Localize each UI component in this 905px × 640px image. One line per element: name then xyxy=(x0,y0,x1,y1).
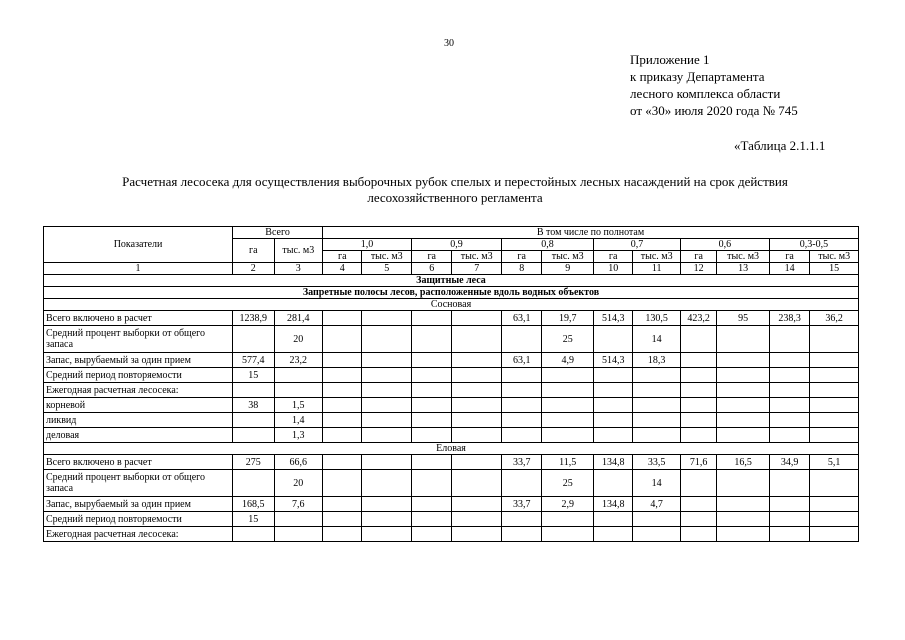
table-cell xyxy=(593,527,632,542)
table-cell: 95 xyxy=(717,311,770,326)
table-cell xyxy=(680,383,716,398)
table-cell xyxy=(593,326,632,353)
table-cell xyxy=(362,428,412,443)
table-cell: 33,7 xyxy=(501,455,541,470)
table-cell xyxy=(233,326,274,353)
table-cell xyxy=(680,398,716,413)
header-unit-ha: га xyxy=(680,251,716,263)
table-cell: 25 xyxy=(542,470,594,497)
row-label: Всего включено в расчет xyxy=(44,311,233,326)
table-row xyxy=(44,455,859,470)
table-cell: 19,7 xyxy=(542,311,594,326)
table-row xyxy=(44,413,859,428)
column-number: 11 xyxy=(633,263,681,275)
table-cell xyxy=(452,428,502,443)
table-cell xyxy=(769,383,809,398)
table-cell xyxy=(680,353,716,368)
table-cell xyxy=(810,413,859,428)
table-cell xyxy=(717,353,770,368)
table-cell: 71,6 xyxy=(680,455,716,470)
table-cell xyxy=(542,368,594,383)
section-protective-forests: Защитные леса xyxy=(44,275,859,287)
table-cell xyxy=(452,470,502,497)
table-cell xyxy=(412,326,452,353)
table-cell xyxy=(769,512,809,527)
header-unit-m3: тыс. м3 xyxy=(362,251,412,263)
table-cell xyxy=(593,383,632,398)
table-cell xyxy=(717,326,770,353)
table-cell xyxy=(452,311,502,326)
title-line: Расчетная лесосека для осуществления выборочных рубок спелых и перестойных лесных насаждений на срок действия xyxy=(122,174,788,189)
table-cell xyxy=(412,368,452,383)
table-cell xyxy=(274,383,323,398)
table-cell: 1,5 xyxy=(274,398,323,413)
table-cell xyxy=(412,311,452,326)
table-cell xyxy=(501,326,541,353)
table-cell xyxy=(412,527,452,542)
table-cell xyxy=(810,527,859,542)
header-total-m3: тыс. м3 xyxy=(274,239,323,263)
row-label: Ежегодная расчетная лесосека: xyxy=(44,383,233,398)
header-density: 0,6 xyxy=(680,239,769,251)
table-cell: 577,4 xyxy=(233,353,274,368)
column-number: 4 xyxy=(323,263,362,275)
table-cell xyxy=(452,527,502,542)
header-density: 0,9 xyxy=(412,239,502,251)
table-cell xyxy=(362,470,412,497)
table-cell xyxy=(769,428,809,443)
header-unit-m3: тыс. м3 xyxy=(810,251,859,263)
page-number: 30 xyxy=(444,38,454,49)
table-cell xyxy=(680,368,716,383)
table-cell: 33,7 xyxy=(501,497,541,512)
table-cell xyxy=(362,353,412,368)
table-cell: 63,1 xyxy=(501,353,541,368)
header-by-density: В том числе по полнотам xyxy=(323,227,859,239)
section-protective-strips: Запретные полосы лесов, расположенные вдоль водных объектов xyxy=(44,287,859,299)
column-number-row xyxy=(44,263,859,275)
column-number: 1 xyxy=(44,263,233,275)
table-cell xyxy=(680,413,716,428)
table-cell: 134,8 xyxy=(593,455,632,470)
table-cell xyxy=(680,497,716,512)
table-cell xyxy=(717,413,770,428)
header-total-ha: га xyxy=(233,239,274,263)
table-cell xyxy=(412,383,452,398)
table-cell: 5,1 xyxy=(810,455,859,470)
table-row xyxy=(44,398,859,413)
table-cell xyxy=(452,512,502,527)
table-cell xyxy=(452,326,502,353)
header-unit-ha: га xyxy=(323,251,362,263)
table-cell xyxy=(769,398,809,413)
table-cell xyxy=(323,512,362,527)
table-cell xyxy=(452,368,502,383)
table-cell xyxy=(501,413,541,428)
header-unit-ha: га xyxy=(593,251,632,263)
species-group-header: Сосновая xyxy=(44,299,859,311)
table-cell xyxy=(542,383,594,398)
table-cell xyxy=(362,383,412,398)
row-label: ликвид xyxy=(44,413,233,428)
table-cell xyxy=(274,512,323,527)
table-cell xyxy=(542,527,594,542)
table-cell xyxy=(412,398,452,413)
table-cell xyxy=(452,455,502,470)
table-row xyxy=(44,527,859,542)
header-unit-ha: га xyxy=(412,251,452,263)
column-number: 3 xyxy=(274,263,323,275)
row-label: Ежегодная расчетная лесосека: xyxy=(44,527,233,542)
header-unit-ha: га xyxy=(769,251,809,263)
table-cell: 20 xyxy=(274,326,323,353)
table-cell xyxy=(501,527,541,542)
table-cell xyxy=(233,428,274,443)
table-cell: 134,8 xyxy=(593,497,632,512)
table-cell xyxy=(680,470,716,497)
table-row xyxy=(44,353,859,368)
table-body xyxy=(44,275,859,542)
table-cell: 514,3 xyxy=(593,311,632,326)
table-cell: 423,2 xyxy=(680,311,716,326)
table-cell xyxy=(412,413,452,428)
table-cell xyxy=(501,470,541,497)
table-cell xyxy=(452,413,502,428)
table-cell: 1238,9 xyxy=(233,311,274,326)
table-cell: 18,3 xyxy=(633,353,681,368)
table-cell xyxy=(810,353,859,368)
table-cell xyxy=(769,470,809,497)
table-cell xyxy=(769,527,809,542)
header-density: 1,0 xyxy=(323,239,412,251)
table-cell xyxy=(501,368,541,383)
table-cell: 275 xyxy=(233,455,274,470)
table-cell: 7,6 xyxy=(274,497,323,512)
header-unit-m3: тыс. м3 xyxy=(542,251,594,263)
table-cell xyxy=(810,470,859,497)
table-cell xyxy=(362,527,412,542)
table-cell xyxy=(717,497,770,512)
table-cell xyxy=(680,512,716,527)
table-cell xyxy=(810,326,859,353)
table-cell: 4,7 xyxy=(633,497,681,512)
table-cell xyxy=(810,512,859,527)
table-cell xyxy=(412,455,452,470)
table-cell: 63,1 xyxy=(501,311,541,326)
table-cell xyxy=(593,398,632,413)
table-cell xyxy=(233,470,274,497)
header-density: 0,3-0,5 xyxy=(769,239,858,251)
table-cell xyxy=(769,368,809,383)
table-cell xyxy=(323,497,362,512)
table-cell xyxy=(362,368,412,383)
header-density: 0,7 xyxy=(593,239,680,251)
table-cell xyxy=(542,428,594,443)
table-cell xyxy=(233,527,274,542)
forest-cut-table xyxy=(43,226,859,542)
column-number: 12 xyxy=(680,263,716,275)
column-number: 5 xyxy=(362,263,412,275)
table-cell xyxy=(542,512,594,527)
table-cell xyxy=(412,512,452,527)
table-cell xyxy=(233,413,274,428)
table-cell xyxy=(717,428,770,443)
table-cell xyxy=(323,527,362,542)
table-cell xyxy=(452,497,502,512)
table-cell: 14 xyxy=(633,326,681,353)
table-cell xyxy=(323,455,362,470)
table-cell xyxy=(680,527,716,542)
table-cell xyxy=(323,470,362,497)
table-cell xyxy=(593,368,632,383)
table-cell: 16,5 xyxy=(717,455,770,470)
header-unit-m3: тыс. м3 xyxy=(633,251,681,263)
table-cell: 238,3 xyxy=(769,311,809,326)
table-cell: 130,5 xyxy=(633,311,681,326)
table-cell xyxy=(362,497,412,512)
table-cell xyxy=(362,326,412,353)
table-cell xyxy=(412,497,452,512)
table-cell xyxy=(323,428,362,443)
table-cell xyxy=(323,326,362,353)
table-cell: 11,5 xyxy=(542,455,594,470)
table-cell xyxy=(633,383,681,398)
table-cell xyxy=(452,398,502,413)
table-cell: 1,4 xyxy=(274,413,323,428)
table-row xyxy=(44,368,859,383)
row-label: Средний период повторяемости xyxy=(44,368,233,383)
table-cell xyxy=(323,353,362,368)
table-cell xyxy=(717,512,770,527)
table-cell: 20 xyxy=(274,470,323,497)
row-label: Средний процент выборки от общего запаса xyxy=(44,470,233,497)
table-cell: 34,9 xyxy=(769,455,809,470)
table-cell xyxy=(810,383,859,398)
table-reference: «Таблица 2.1.1.1 xyxy=(734,138,826,153)
table-cell xyxy=(323,368,362,383)
table-cell: 1,3 xyxy=(274,428,323,443)
table-cell: 38 xyxy=(233,398,274,413)
table-cell xyxy=(501,428,541,443)
table-cell xyxy=(717,368,770,383)
document-title xyxy=(60,174,850,206)
table-cell: 15 xyxy=(233,368,274,383)
table-cell xyxy=(452,353,502,368)
table-cell xyxy=(412,470,452,497)
table-cell xyxy=(680,326,716,353)
table-row xyxy=(44,470,859,497)
table-cell xyxy=(274,527,323,542)
table-cell xyxy=(452,383,502,398)
table-row xyxy=(44,497,859,512)
table-cell xyxy=(362,413,412,428)
table-cell xyxy=(633,413,681,428)
table-cell xyxy=(717,470,770,497)
column-number: 8 xyxy=(501,263,541,275)
appendix-line: к приказу Департамента xyxy=(630,69,765,84)
table-cell: 36,2 xyxy=(810,311,859,326)
column-number: 7 xyxy=(452,263,502,275)
table-row xyxy=(44,383,859,398)
title-line: лесохозяйственного регламента xyxy=(367,190,543,205)
table-cell xyxy=(501,398,541,413)
table-cell xyxy=(593,512,632,527)
table-cell xyxy=(501,383,541,398)
table-cell xyxy=(633,428,681,443)
table-cell xyxy=(362,512,412,527)
table-cell xyxy=(717,383,770,398)
appendix-block xyxy=(630,51,798,119)
appendix-line: от «30» июля 2020 года № 745 xyxy=(630,103,798,118)
table-cell: 25 xyxy=(542,326,594,353)
table-cell xyxy=(412,428,452,443)
table-cell xyxy=(274,368,323,383)
table-cell xyxy=(542,398,594,413)
table-cell xyxy=(680,428,716,443)
header-unit-m3: тыс. м3 xyxy=(717,251,770,263)
table-cell xyxy=(769,413,809,428)
table-cell xyxy=(323,383,362,398)
table-row xyxy=(44,512,859,527)
row-label: деловая xyxy=(44,428,233,443)
table-cell xyxy=(323,413,362,428)
table-cell xyxy=(810,428,859,443)
table-cell: 281,4 xyxy=(274,311,323,326)
table-cell: 2,9 xyxy=(542,497,594,512)
table-cell xyxy=(593,413,632,428)
table-row xyxy=(44,311,859,326)
row-label: Средний период повторяемости xyxy=(44,512,233,527)
table-cell xyxy=(633,368,681,383)
table-cell: 14 xyxy=(633,470,681,497)
table-cell xyxy=(362,398,412,413)
column-number: 2 xyxy=(233,263,274,275)
table-cell xyxy=(593,428,632,443)
row-label: Всего включено в расчет xyxy=(44,455,233,470)
table-row xyxy=(44,326,859,353)
table-cell xyxy=(501,512,541,527)
table-cell xyxy=(233,383,274,398)
table-cell: 15 xyxy=(233,512,274,527)
table-cell xyxy=(810,497,859,512)
table-cell: 66,6 xyxy=(274,455,323,470)
row-label: Запас, вырубаемый за один прием xyxy=(44,497,233,512)
header-unit-m3: тыс. м3 xyxy=(452,251,502,263)
table-cell xyxy=(769,353,809,368)
header-unit-ha: га xyxy=(501,251,541,263)
appendix-line: лесного комплекса области xyxy=(630,86,781,101)
species-group-header: Еловая xyxy=(44,443,859,455)
table-cell xyxy=(412,353,452,368)
appendix-line: Приложение 1 xyxy=(630,52,710,67)
table-cell: 33,5 xyxy=(633,455,681,470)
table-cell xyxy=(810,368,859,383)
table-cell xyxy=(810,398,859,413)
table-cell xyxy=(593,470,632,497)
row-label: Запас, вырубаемый за один прием xyxy=(44,353,233,368)
table-cell xyxy=(633,398,681,413)
table-row xyxy=(44,428,859,443)
table-cell xyxy=(769,326,809,353)
column-number: 9 xyxy=(542,263,594,275)
table-cell: 514,3 xyxy=(593,353,632,368)
column-number: 15 xyxy=(810,263,859,275)
header-total: Всего xyxy=(233,227,323,239)
table-cell xyxy=(717,398,770,413)
row-label: Средний процент выборки от общего запаса xyxy=(44,326,233,353)
column-number: 10 xyxy=(593,263,632,275)
table-cell: 23,2 xyxy=(274,353,323,368)
row-label: корневой xyxy=(44,398,233,413)
table-cell xyxy=(633,527,681,542)
table-cell: 168,5 xyxy=(233,497,274,512)
header-density: 0,8 xyxy=(501,239,593,251)
column-number: 6 xyxy=(412,263,452,275)
table-cell xyxy=(323,398,362,413)
column-number: 14 xyxy=(769,263,809,275)
table-cell xyxy=(542,413,594,428)
table-cell xyxy=(362,455,412,470)
table-cell xyxy=(769,497,809,512)
table-cell xyxy=(633,512,681,527)
header-indicators: Показатели xyxy=(44,227,233,263)
table-cell xyxy=(323,311,362,326)
table-cell xyxy=(362,311,412,326)
table-cell xyxy=(717,527,770,542)
table-cell: 4,9 xyxy=(542,353,594,368)
column-number: 13 xyxy=(717,263,770,275)
